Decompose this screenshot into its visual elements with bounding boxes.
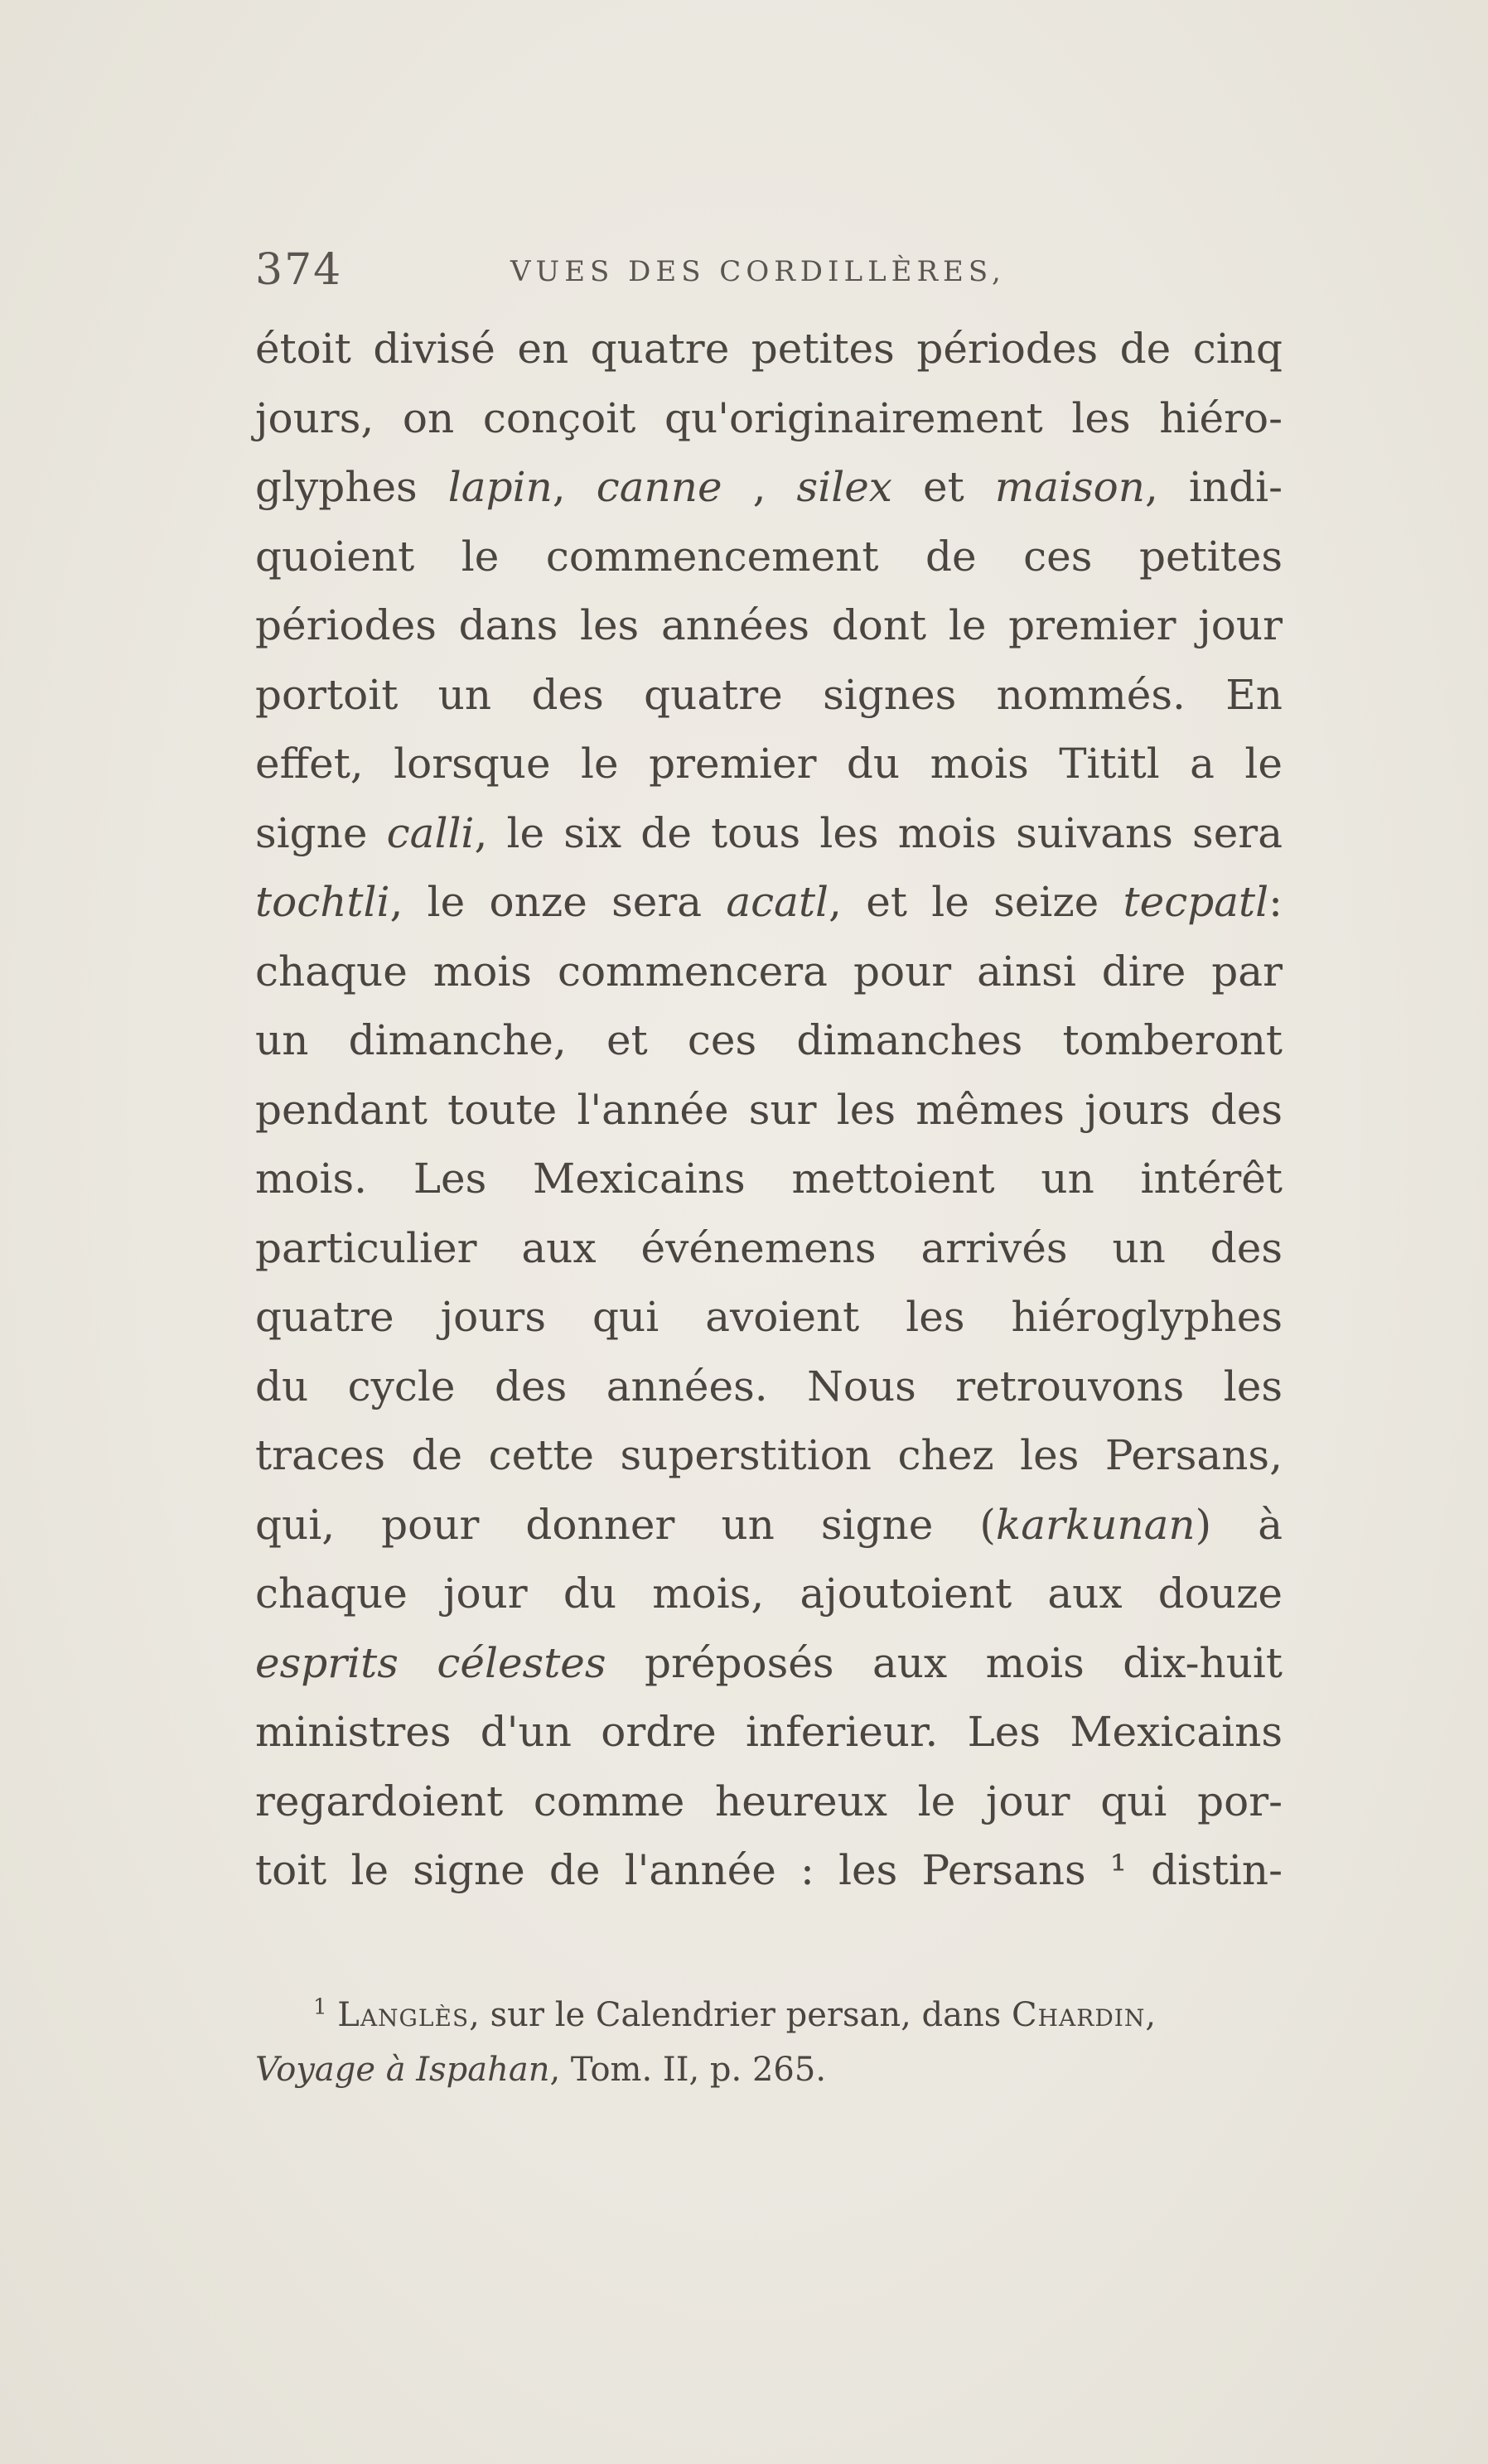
text-run: , <box>552 463 597 511</box>
text-run: mois. Les Mexicains mettoient un intérêt <box>255 1155 1283 1203</box>
text-run: signe <box>255 808 387 857</box>
text-line <box>255 1145 1283 1214</box>
text-run: du cycle des années. Nous retrouvons les <box>255 1362 1283 1410</box>
text-line <box>255 1421 1283 1491</box>
footnote-line <box>255 2042 1283 2097</box>
text-run: ) à <box>1195 1500 1283 1549</box>
body-text <box>255 315 1283 1906</box>
footnote-title: Voyage à Ispahan <box>255 2051 550 2089</box>
page-header <box>255 245 1283 303</box>
text-run: quatre jours qui avoient les hiéroglyphes <box>255 1293 1283 1341</box>
footnote-author: Langlès <box>337 1996 470 2034</box>
text-run: pendant toute l'année sur les mêmes jours des <box>255 1085 1283 1134</box>
footnote-line <box>255 1988 1283 2042</box>
text-line <box>255 1491 1283 1560</box>
footnote-text: , <box>1145 1996 1157 2034</box>
italic-term: maison <box>994 463 1145 511</box>
running-head: VUES DES CORDILLÈRES, <box>510 255 1006 288</box>
text-line <box>255 868 1283 938</box>
italic-term: karkunan <box>995 1500 1196 1549</box>
page-number: 374 <box>255 245 343 295</box>
footnote-text: , sur le Calendrier persan, dans <box>469 1996 1012 2034</box>
italic-term: tecpatl <box>1123 878 1269 926</box>
footnote <box>255 1988 1283 2097</box>
text-line <box>255 1560 1283 1629</box>
text-run: chaque mois commencera pour ainsi dire par <box>255 947 1283 996</box>
text-line <box>255 938 1283 1007</box>
text-run: , le six de tous les mois suivans sera <box>474 808 1283 857</box>
text-line <box>255 453 1283 523</box>
italic-term: silex <box>796 463 892 511</box>
text-line <box>255 1214 1283 1284</box>
text-line <box>255 1836 1283 1906</box>
text-run: effet, lorsque le premier du mois Tititl a le <box>255 740 1283 788</box>
text-run: portoit un des quatre signes nommés. En <box>255 670 1283 719</box>
text-run: un dimanche, et ces dimanches tomberont <box>255 1016 1283 1064</box>
footnote-source-author: Chardin <box>1012 1996 1146 2034</box>
text-run: ministres d'un ordre inferieur. Les Mexicains <box>255 1708 1283 1756</box>
italic-term: calli <box>386 808 475 857</box>
text-line <box>255 523 1283 592</box>
italic-term: acatl <box>726 878 829 926</box>
text-run: qui, pour donner un signe ( <box>255 1500 996 1549</box>
text-line <box>255 1767 1283 1837</box>
italic-term: esprits célestes <box>255 1638 606 1687</box>
text-run: préposés aux mois dix-huit <box>606 1638 1283 1687</box>
text-line <box>255 1629 1283 1699</box>
text-run: et <box>891 463 995 511</box>
text-line <box>255 730 1283 799</box>
text-run: chaque jour du mois, ajoutoient aux douze <box>255 1570 1283 1618</box>
text-line <box>255 591 1283 661</box>
text-run: regardoient comme heureux le jour qui por- <box>255 1777 1283 1825</box>
text-line <box>255 1283 1283 1353</box>
text-run: particulier aux événemens arrivés un des <box>255 1223 1283 1272</box>
text-line <box>255 315 1283 384</box>
text-run: toit le signe de l'année : les Persans ¹ distin- <box>255 1846 1283 1894</box>
italic-term: tochtli <box>255 878 390 926</box>
text-line <box>255 384 1283 454</box>
text-run: , et le seize <box>829 878 1123 926</box>
text-line <box>255 1353 1283 1422</box>
italic-term: lapin <box>447 463 553 511</box>
text-run: quoient le commencement de ces petites <box>255 532 1283 581</box>
text-run: jours, on conçoit qu'originairement les hiéro- <box>255 393 1283 442</box>
text-line <box>255 799 1283 869</box>
text-line <box>255 661 1283 731</box>
text-run: , <box>722 463 797 511</box>
text-run: étoit divisé en quatre petites périodes de cinq <box>255 325 1283 373</box>
text-run: glyphes <box>255 463 448 511</box>
footnote-text: , Tom. II, p. 265. <box>549 2051 827 2089</box>
footnote-marker: 1 <box>313 1994 327 2020</box>
text-line <box>255 1006 1283 1076</box>
text-run: : <box>1268 878 1283 926</box>
text-run: , le onze sera <box>389 878 727 926</box>
text-run: traces de cette superstition chez les Persans, <box>255 1431 1283 1479</box>
text-run: , indi- <box>1144 463 1283 511</box>
italic-term: canne <box>596 463 722 511</box>
text-line <box>255 1698 1283 1767</box>
text-line <box>255 1076 1283 1145</box>
text-run: périodes dans les années dont le premier jour <box>255 601 1283 649</box>
